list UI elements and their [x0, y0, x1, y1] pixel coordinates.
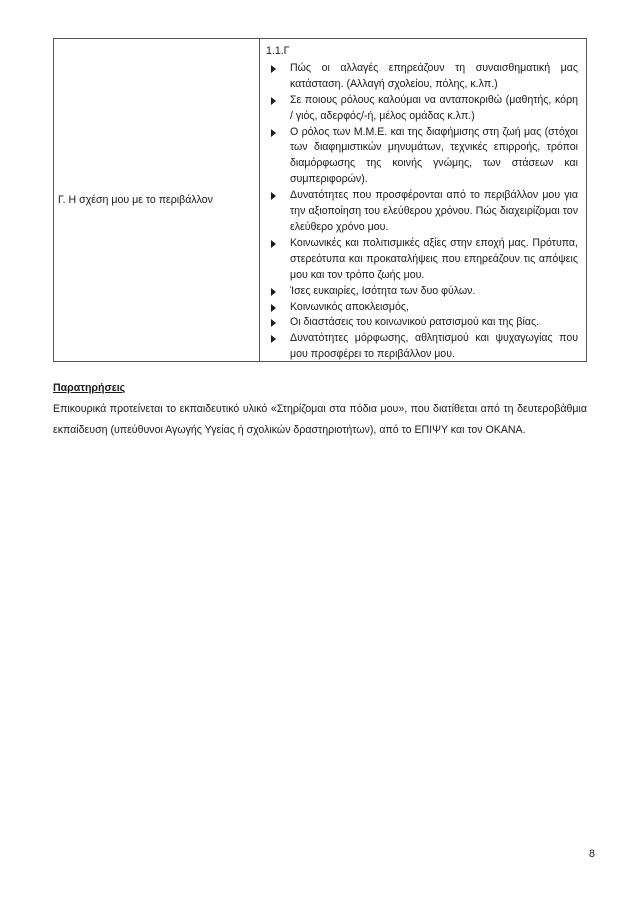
arrow-bullet-icon [271, 335, 276, 343]
list-item-text: Οι διαστάσεις του κοινωνικού ρατσισμού και της βίας. [290, 316, 540, 329]
list-item [266, 188, 578, 236]
list-item-text: Ο ρόλος των Μ.Μ.Ε. και της διαφήμισης στη ζωή μας (στόχοι των διαφημιστικών μηνυμάτων, τεχνικές επιρροής, τρόποι διαμόρφωσης της κοινής γνώμης, των στάσεων και συμπεριφορών). [290, 125, 578, 186]
list-item-text: Κοινωνικός αποκλεισμός, [290, 300, 409, 313]
page-number: 8 [589, 848, 595, 860]
arrow-bullet-icon [271, 240, 276, 248]
list-item-text: Πώς οι αλλαγές επηρεάζουν τη συναισθηματική μας κατάσταση. (Αλλαγή σχολείου, πόλης, κ.λπ.) [290, 61, 578, 90]
list-item [266, 236, 578, 284]
table-right-cell [260, 39, 586, 361]
arrow-bullet-icon [271, 304, 276, 312]
arrow-bullet-icon [271, 288, 276, 296]
list-item-text: Σε ποιους ρόλους καλούμαι να ανταποκριθώ (μαθητής, κόρη / γιός, αδερφός/-ή, μέλος ομάδας κ.λπ.) [290, 93, 578, 122]
topic-list [266, 61, 578, 363]
arrow-bullet-icon [271, 65, 276, 73]
list-item [266, 125, 578, 189]
notes-section [53, 378, 587, 441]
list-item [266, 315, 578, 331]
list-item-text: Δυνατότητες που προσφέρονται από το περιβάλλον μου για την αξιοποίηση του ελεύθερου χρόνου. Πώς διαχειρίζομαι τον ελεύθερο χρόνο μου. [290, 189, 578, 233]
list-item [266, 93, 578, 125]
notes-text: Επικουρικά προτείνεται το εκπαιδευτικό υλικό «Στηρίζομαι στα πόδια μου», που διατίθεται από τη δευτεροβάθμια εκπαίδευση (υπεύθυνοι Αγωγής Υγείας ή σχολικών δραστηριοτήτων), από το ΕΠΙΨΥ και τον ΟΚΑΝΑ. [53, 403, 587, 436]
table-left-cell [54, 39, 260, 361]
list-item-text: Ίσες ευκαιρίες, Ισότητα των δυο φύλων. [290, 284, 476, 297]
list-item [266, 300, 578, 316]
arrow-bullet-icon [271, 129, 276, 137]
list-item-text: Δυνατότητες μόρφωσης, αθλητισμού και ψυχαγωγίας που μου προσφέρει το περιβάλλον μου. [290, 332, 578, 361]
arrow-bullet-icon [271, 97, 276, 105]
list-item [266, 284, 578, 300]
list-item-text: Κοινωνικές και πολιτισμικές αξίες στην εποχή μας. Πρότυπα, στερεότυπα και προκαταλήψεις που επηρεάζουν τις απόψεις μου και τον τρόπο ζωής μου. [290, 236, 578, 281]
content-table [53, 38, 587, 362]
section-heading: Γ. Η σχέση μου με το περιβάλλον [58, 194, 213, 206]
arrow-bullet-icon [271, 192, 276, 200]
list-item [266, 331, 578, 363]
notes-title: Παρατηρήσεις [53, 382, 126, 394]
section-code: 1.1.Γ [266, 45, 290, 57]
list-item [266, 61, 578, 93]
arrow-bullet-icon [271, 319, 276, 327]
